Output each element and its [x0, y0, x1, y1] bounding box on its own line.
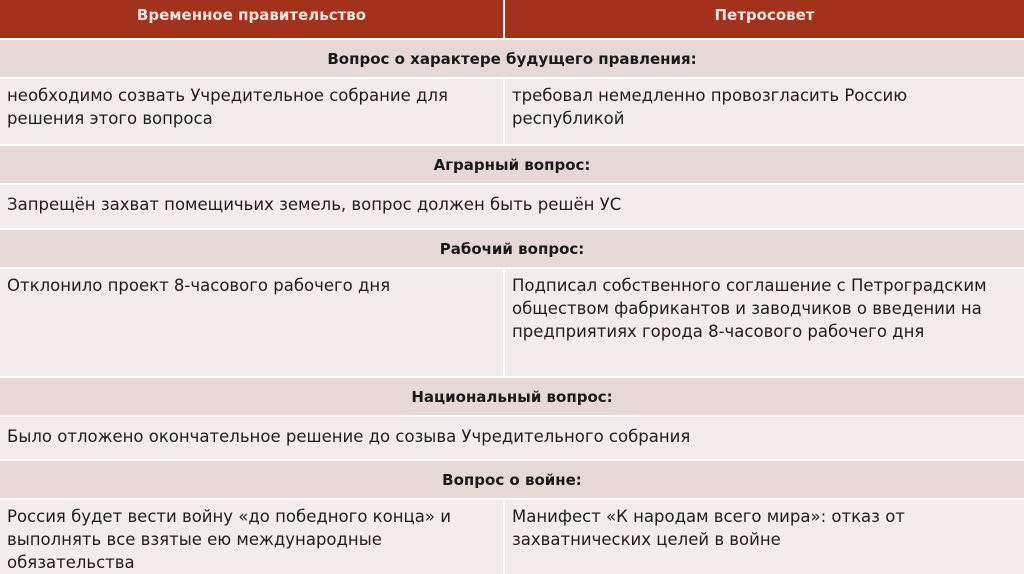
header-provisional-government: Временное правительство — [136, 6, 367, 24]
cell-provisional-government: Россия будет вести войну «до победного конца» и выполнять все взятые ею международные обязательства — [7, 507, 451, 572]
cell-provisional-government: Отклонило проект 8-часового рабочего дня — [7, 276, 391, 295]
section-title-row — [0, 40, 1024, 77]
table-header — [0, 0, 1024, 38]
section-title-row — [0, 378, 1024, 415]
cell-petrosovet: требовал немедленно провозгласить Россию республикой — [512, 86, 908, 128]
section-title-row — [0, 146, 1024, 183]
section-title-row — [0, 461, 1024, 498]
section-title-national: Национальный вопрос: — [411, 388, 613, 406]
section-title-row — [0, 230, 1024, 267]
cell-petrosovet: Подписал собственного соглашение с Петроградским обществом фабрикантов и заводчиков о введении на предприятиях города 8-часового рабочего дня — [512, 276, 987, 341]
section-title-labor: Рабочий вопрос: — [439, 240, 585, 258]
cell-merged: Было отложено окончательное решение до созыва Учредительного собрания — [7, 427, 691, 446]
header-petrosovet: Петросовет — [714, 6, 815, 24]
cell-merged: Запрещён захват помещичьих земель, вопрос должен быть решён УС — [7, 195, 622, 214]
table-row — [0, 417, 1024, 459]
table-row — [0, 269, 1024, 376]
section-title-government-form: Вопрос о характере будущего правления: — [327, 50, 697, 68]
cell-petrosovet: Манифест «К народам всего мира»: отказ от захватнических целей в войне — [512, 507, 905, 549]
table-row — [0, 185, 1024, 228]
section-title-agrarian: Аграрный вопрос: — [433, 156, 591, 174]
section-title-war: Вопрос о войне: — [442, 471, 582, 489]
cell-provisional-government: необходимо созвать Учредительное собрание для решения этого вопроса — [7, 86, 448, 128]
table-row — [0, 79, 1024, 144]
table-row — [0, 500, 1024, 574]
